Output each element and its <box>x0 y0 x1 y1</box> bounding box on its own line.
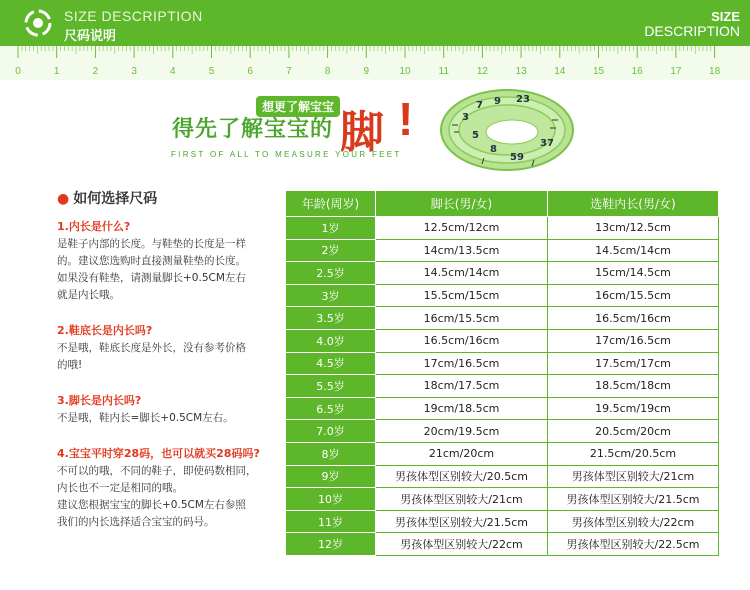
ruler-number: 14 <box>554 66 566 77</box>
foot-length-cell: 12.5cm/12cm <box>376 217 548 240</box>
foot-length-cell: 男孩体型区别较大/20.5cm <box>376 465 548 488</box>
table-row <box>286 533 719 556</box>
header-title-cn: 尺码说明 <box>64 29 117 44</box>
faq-answer-line: 建议您根据宝宝的脚长+0.5CM左右参照 <box>57 499 246 511</box>
foot-length-cell: 15.5cm/15cm <box>376 284 548 307</box>
faq-question-3: 3.脚长是内长吗? <box>57 394 142 407</box>
column-header-foot-length: 脚长(男/女) <box>376 191 548 217</box>
faq-answer-line: 的。建议您选购时直接测量鞋垫的长度。 <box>57 255 246 267</box>
faq-answer-line: 不可以的哦，不同的鞋子，即使码数相同， <box>57 465 257 477</box>
column-header-inner-length: 选鞋内长(男/女) <box>548 191 719 217</box>
ruler-number: 16 <box>631 66 643 77</box>
svg-text:7: 7 <box>476 100 483 111</box>
inner-length-cell: 17cm/16.5cm <box>548 329 719 352</box>
age-cell: 1岁 <box>286 217 376 240</box>
age-cell: 3岁 <box>286 284 376 307</box>
circle-arrows-icon <box>24 9 52 37</box>
table-row <box>286 510 719 533</box>
faq-answer-line: 是鞋子内部的长度。与鞋垫的长度是一样 <box>57 238 246 250</box>
age-cell: 9岁 <box>286 465 376 488</box>
ruler-number: 17 <box>670 66 682 77</box>
faq-answer-line: 不是哦，鞋底长度是外长，没有参考价格 <box>57 342 246 354</box>
table-row <box>286 284 719 307</box>
table-row <box>286 465 719 488</box>
size-faq <box>57 188 277 531</box>
ruler-number: 0 <box>15 66 21 77</box>
measuring-tape-icon <box>432 80 582 180</box>
banner-exclamation: ! <box>398 93 414 145</box>
age-cell: 8岁 <box>286 442 376 465</box>
header-right-line1: SIZE <box>711 9 740 24</box>
foot-length-cell: 17cm/16.5cm <box>376 352 548 375</box>
table-row <box>286 329 719 352</box>
faq-answer-line: 不是哦，鞋内长=脚长+0.5CM左右。 <box>57 412 234 424</box>
table-row <box>286 488 719 511</box>
inner-length-cell: 19.5cm/19cm <box>548 397 719 420</box>
faq-answer-line: 就是内长哦。 <box>57 289 120 301</box>
ruler-number: 11 <box>438 66 449 77</box>
svg-text:23: 23 <box>516 94 530 105</box>
faq-answer-line: 内长也不一定是相同的哦。 <box>57 482 183 494</box>
age-cell: 11岁 <box>286 510 376 533</box>
ruler-graphic <box>0 46 750 80</box>
inner-length-cell: 17.5cm/17cm <box>548 352 719 375</box>
ruler-number: 4 <box>170 66 176 77</box>
header-bar <box>0 0 750 46</box>
faq-title <box>57 188 277 208</box>
faq-answer-line: 如果没有鞋垫，请测量脚长+0.5CM左右 <box>57 272 246 284</box>
faq-question-4: 4.宝宝平时穿28码，也可以就买28码吗? <box>57 447 260 460</box>
faq-answer-line: 我们的内长选择适合宝宝的码号。 <box>57 516 215 528</box>
ruler-number: 6 <box>247 66 253 77</box>
ruler-number: 15 <box>592 66 605 77</box>
size-table <box>285 190 719 556</box>
foot-length-cell: 19cm/18.5cm <box>376 397 548 420</box>
header-right-line2: DESCRIPTION <box>644 23 740 39</box>
inner-length-cell: 15cm/14.5cm <box>548 262 719 285</box>
inner-length-cell: 16.5cm/16cm <box>548 307 719 330</box>
table-body <box>286 217 719 556</box>
foot-length-cell: 14cm/13.5cm <box>376 239 548 262</box>
ruler-number: 18 <box>709 66 721 77</box>
foot-length-cell: 18cm/17.5cm <box>376 375 548 398</box>
ruler-number: 12 <box>476 66 488 77</box>
ruler-number: 8 <box>324 66 331 77</box>
foot-length-cell: 男孩体型区别较大/22cm <box>376 533 548 556</box>
svg-text:8: 8 <box>490 144 497 155</box>
inner-length-cell: 14.5cm/14cm <box>548 239 719 262</box>
header-title-en: SIZE DESCRIPTION <box>64 8 203 24</box>
age-cell: 3.5岁 <box>286 307 376 330</box>
age-cell: 6.5岁 <box>286 397 376 420</box>
table-row <box>286 420 719 443</box>
foot-length-cell: 男孩体型区别较大/21.5cm <box>376 510 548 533</box>
inner-length-cell: 16cm/15.5cm <box>548 284 719 307</box>
inner-length-cell: 20.5cm/20cm <box>548 420 719 443</box>
ruler-number: 10 <box>399 66 411 77</box>
age-cell: 10岁 <box>286 488 376 511</box>
inner-length-cell: 18.5cm/18cm <box>548 375 719 398</box>
ruler-number: 9 <box>363 66 370 77</box>
foot-length-cell: 16.5cm/16cm <box>376 329 548 352</box>
faq-question-1: 1.内长是什么? <box>57 220 131 233</box>
foot-length-cell: 21cm/20cm <box>376 442 548 465</box>
svg-text:9: 9 <box>494 96 501 107</box>
bullet-dot-icon: ● <box>57 191 70 207</box>
svg-text:5: 5 <box>472 130 479 141</box>
svg-text:37: 37 <box>540 138 554 149</box>
svg-text:3: 3 <box>462 112 469 123</box>
svg-text:59: 59 <box>510 152 524 163</box>
inner-length-cell: 男孩体型区别较大/22cm <box>548 510 719 533</box>
table-row <box>286 375 719 398</box>
table-row <box>286 239 719 262</box>
age-cell: 12岁 <box>286 533 376 556</box>
ruler-number: 13 <box>515 66 527 77</box>
ruler-number: 5 <box>208 66 215 77</box>
age-cell: 4.5岁 <box>286 352 376 375</box>
age-cell: 5.5岁 <box>286 375 376 398</box>
inner-length-cell: 男孩体型区别较大/21cm <box>548 465 719 488</box>
table-row <box>286 307 719 330</box>
ruler-number: 3 <box>131 66 137 77</box>
banner-subtitle: FIRST OF ALL TO MEASURE YOUR FEET <box>171 150 402 159</box>
age-cell: 2岁 <box>286 239 376 262</box>
table-row <box>286 352 719 375</box>
table-row <box>286 397 719 420</box>
inner-length-cell: 男孩体型区别较大/22.5cm <box>548 533 719 556</box>
banner <box>0 80 750 180</box>
faq-title-text: 如何选择尺码 <box>73 191 158 207</box>
ruler-number: 7 <box>286 66 292 77</box>
age-cell: 7.0岁 <box>286 420 376 443</box>
foot-length-cell: 16cm/15.5cm <box>376 307 548 330</box>
table-header-row <box>286 191 719 217</box>
ruler <box>0 46 750 80</box>
foot-length-cell: 14.5cm/14cm <box>376 262 548 285</box>
foot-length-cell: 20cm/19.5cm <box>376 420 548 443</box>
table-row <box>286 262 719 285</box>
column-header-age: 年龄(周岁) <box>286 191 376 217</box>
table-row <box>286 217 719 240</box>
table-row <box>286 442 719 465</box>
faq-answer-line: 的哦! <box>57 359 83 371</box>
inner-length-cell: 21.5cm/20.5cm <box>548 442 719 465</box>
banner-pill-text: 想更了解宝宝 <box>256 96 340 117</box>
age-cell: 4.0岁 <box>286 329 376 352</box>
foot-length-cell: 男孩体型区别较大/21cm <box>376 488 548 511</box>
faq-question-2: 2.鞋底长是内长吗? <box>57 324 153 337</box>
age-cell: 2.5岁 <box>286 262 376 285</box>
ruler-number: 2 <box>92 66 99 77</box>
inner-length-cell: 男孩体型区别较大/21.5cm <box>548 488 719 511</box>
ruler-number: 1 <box>53 66 60 77</box>
inner-length-cell: 13cm/12.5cm <box>548 217 719 240</box>
banner-main-text: 得先了解宝宝的 <box>172 117 334 142</box>
banner-foot-text: 脚 <box>340 107 384 158</box>
